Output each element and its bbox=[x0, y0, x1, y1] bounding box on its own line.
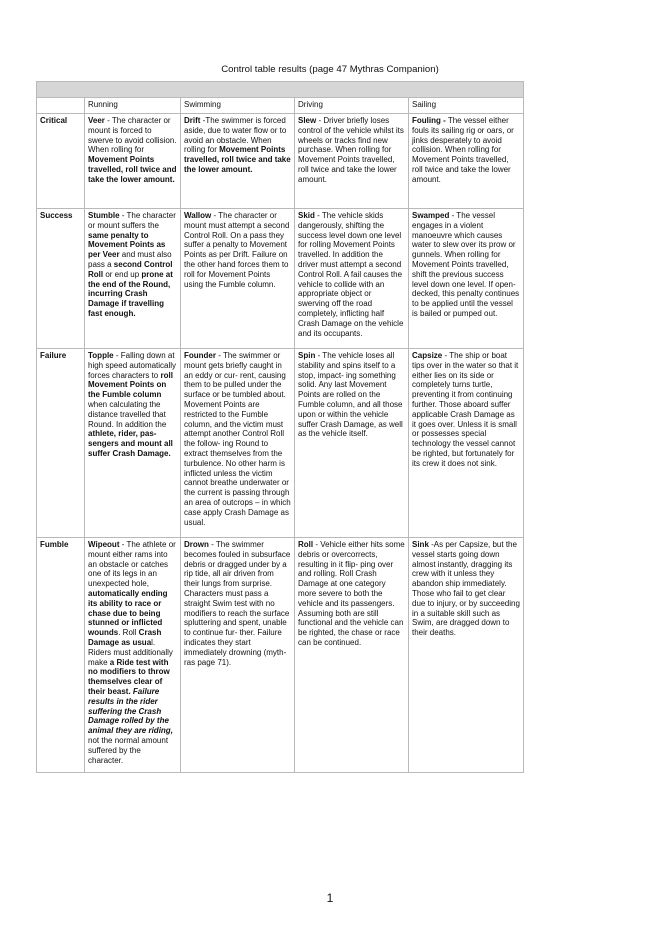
table-row bbox=[37, 114, 524, 209]
table-banner-cell bbox=[37, 82, 524, 98]
table-cell: Founder - The swimmer or mount gets briefly caught in an eddy or cur- rent, causing them to be pulled under the surface or be tumbled about. Movement Points are restricted to the Fumble column, and the victim must attempt another Control Roll the follow- ing Round to extract themselves from the turbulence. No other harm is inflicted unless the victim cannot breathe underwater or the current is passing through an area of outcrops – in which case apply Crash Damage as usual. bbox=[181, 349, 295, 538]
table-cell: Fouling - The vessel either fouls its sailing rig or oars, or jinks desperately to avoid collision. When rolling for Movement Points travelled, roll twice and take the lower amount. bbox=[409, 114, 524, 209]
column-header: Driving bbox=[295, 98, 409, 114]
table-row bbox=[37, 349, 524, 538]
row-label: Critical bbox=[37, 114, 85, 209]
table-row bbox=[37, 538, 524, 773]
table-cell: Drift -The swimmer is forced aside, due to water flow or to avoid an obstacle. When rolling for Movement Points travelled, roll twice and take the lower amount. bbox=[181, 114, 295, 209]
table-cell: Veer - The character or mount is forced to swerve to avoid collision. When rolling for Movement Points travelled, roll twice and take the lower amount. bbox=[85, 114, 181, 209]
table-header-row bbox=[37, 98, 524, 114]
table-cell: Wipeout - The athlete or mount either rams into an obstacle or catches one of its legs in an unexpected hole, automatically ending its ability to race or chase due to being stunned or inflicted wounds. Roll Crash Damage as usual. Riders must additionally make a Ride test with no modifiers to throw themselves clear of their beast. Failure results in the rider suffering the Crash Damage rolled by the animal they are riding, not the normal amount suffered by the character. bbox=[85, 538, 181, 773]
table-cell: Roll - Vehicle either hits some debris or overcorrects, resulting in it flip- ping over and rolling. Roll Crash Damage at one category more severe to both the vehicle and its passengers. Assuming both are still functional and the vehicle can be righted, the chase or race can be continued. bbox=[295, 538, 409, 773]
table-cell: Spin - The vehicle loses all stability and spins itself to a stop, impact- ing something solid. Any last Movement Points are rolled on the Fumble column, and all those upon or within the vehicle suffer Crash Damage, as well as the vehicle itself. bbox=[295, 349, 409, 538]
table-cell: Sink -As per Capsize, but the vessel starts going down almost instantly, dragging its crew with it unless they abandon ship immediately. Those who fail to get clear due to injury, or by succeeding in a suitable skill such as Swim, are dragged down to their deaths. bbox=[409, 538, 524, 773]
table-cell: Skid - The vehicle skids dangerously, shifting the success level down one level for rolling Movement Points travelled. In addition the driver must attempt a second Control Roll. A fail causes the vehicle to collide with an appropriate object or swerving off the road completely, inflicting half Crash Damage on the vehicle and its occupants. bbox=[295, 209, 409, 349]
column-header: Swimming bbox=[181, 98, 295, 114]
table-cell: Capsize - The ship or boat tips over in the water so that it either lies on its side or completely turns turtle, preventing it from continuing further. Those aboard suffer applicable Crash Damage as it goes over. Unless it is small or possesses special technology the vessel cannot be righted, but fortunately for its crew it does not sink. bbox=[409, 349, 524, 538]
row-label: Fumble bbox=[37, 538, 85, 773]
header-corner-cell bbox=[37, 98, 85, 114]
table-cell: Stumble - The character or mount suffers the same penalty to Movement Points as per Veer and must also pass a second Control Roll or end up prone at the end of the Round, incurring Crash Damage if travelling fast enough. bbox=[85, 209, 181, 349]
table-cell: Slew - Driver briefly loses control of the vehicle whilst its wheels or tracks find new purchase. When rolling for Movement Points travelled, roll twice and take the lower amount. bbox=[295, 114, 409, 209]
page-number: 1 bbox=[326, 891, 334, 905]
table-cell: Wallow - The character or mount must attempt a second Control Roll. On a pass they suffer a penalty to Movement Points as per Drift. Failure on the other hand forces them to roll for Movement Points using the Fumble column. bbox=[181, 209, 295, 349]
column-header: Sailing bbox=[409, 98, 524, 114]
row-label: Failure bbox=[37, 349, 85, 538]
table-cell: Swamped - The vessel engages in a violent manoeuvre which causes water to slew over its prow or gunnels. When rolling for Movement Points travelled, shift the previous success level down one level. If open-decked, this penalty continues to be applied until the vessel is bailed or pumped out. bbox=[409, 209, 524, 349]
table-cell: Topple - Falling down at high speed automatically forces characters to roll Movement Points on the Fumble column when calculating the distance travelled that Round. In addition the athlete, rider, pas- sengers and mount all suffer Crash Damage. bbox=[85, 349, 181, 538]
table-cell: Drown - The swimmer becomes fouled in subsurface debris or dragged under by a rip tide, all air driven from their lungs from surprise. Characters must pass a straight Swim test with no modifiers to reach the surface spluttering and spent, unable to continue fur- ther. Failure indicates they start immediately drowning (myth- ras page 71). bbox=[181, 538, 295, 773]
table-banner-row bbox=[37, 82, 524, 98]
table-row bbox=[37, 209, 524, 349]
control-results-table bbox=[36, 81, 524, 773]
column-header: Running bbox=[85, 98, 181, 114]
row-label: Success bbox=[37, 209, 85, 349]
page-title: Control table results (page 47 Mythras Companion) bbox=[221, 64, 439, 75]
